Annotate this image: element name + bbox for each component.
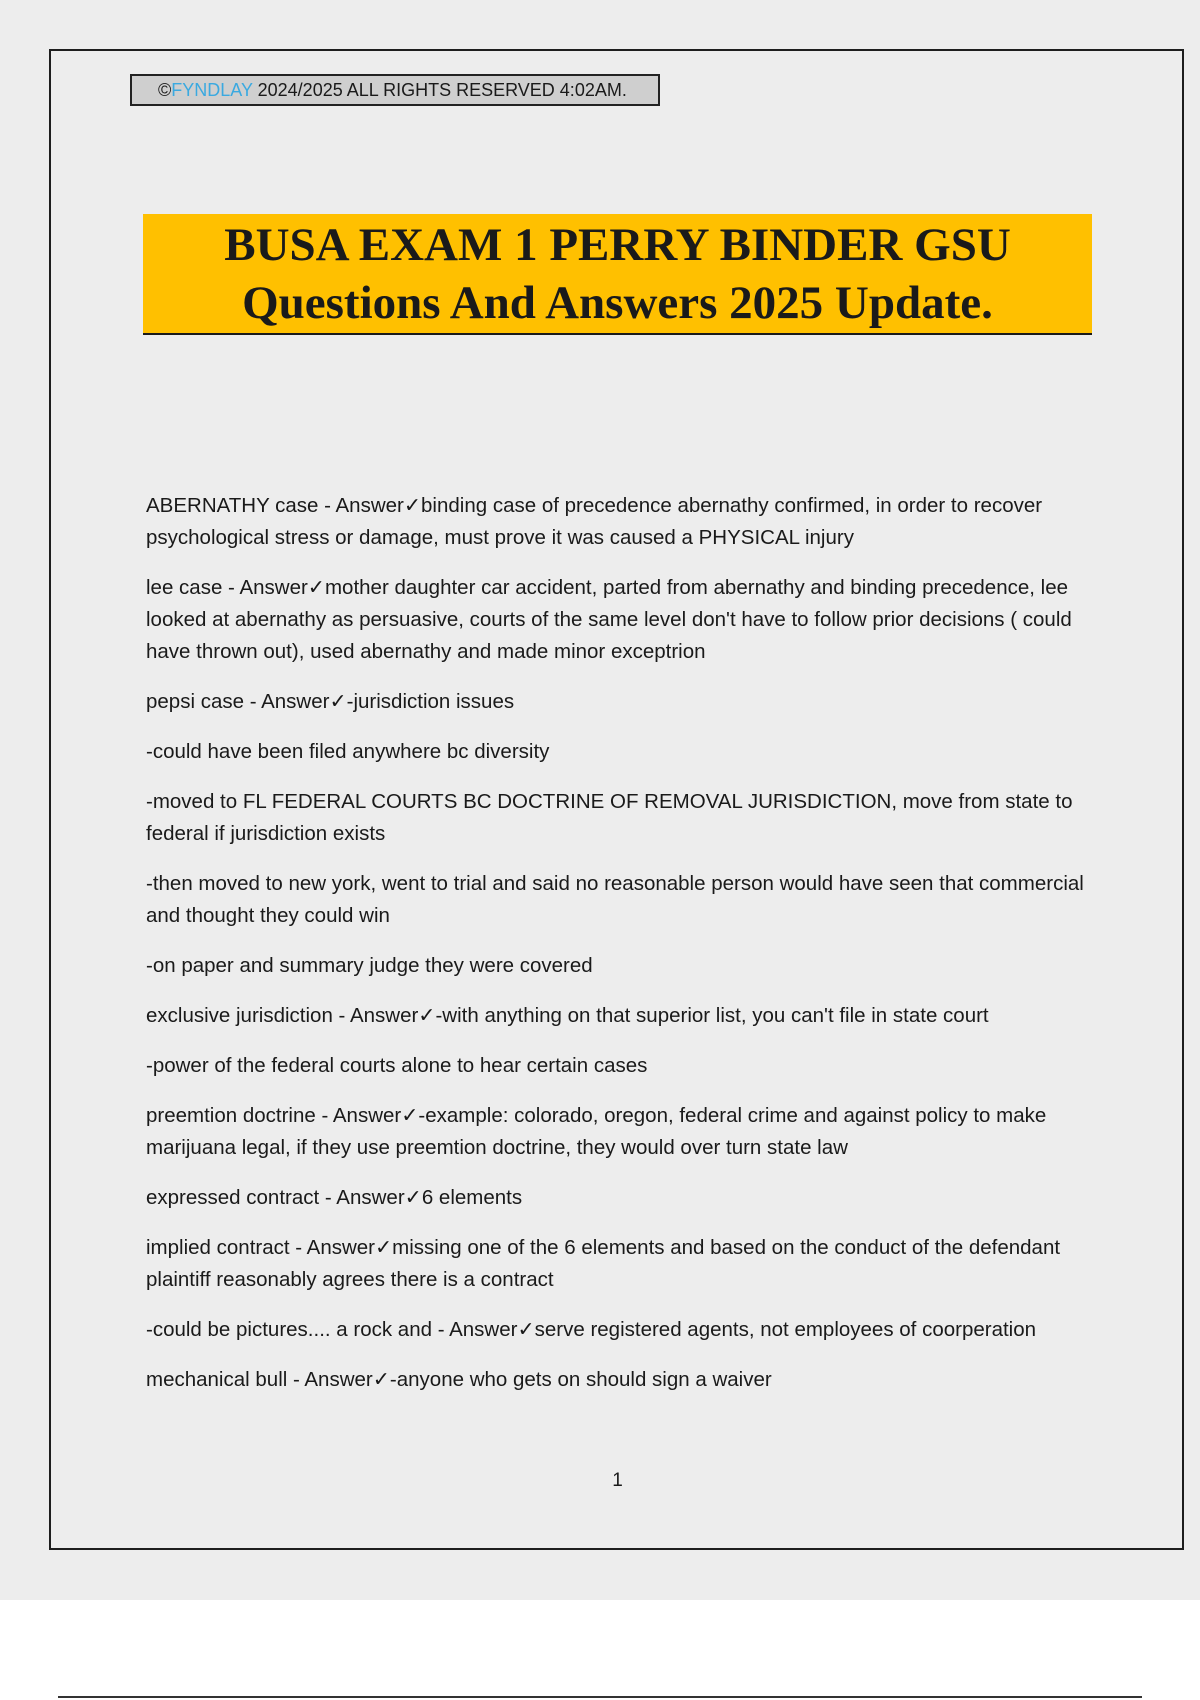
- copyright-box: [130, 74, 660, 106]
- qa-entry: -could be pictures.... a rock and - Answer✓serve registered agents, not employees of coorperation: [146, 1318, 1037, 1341]
- brand-name: FYNDLAY: [171, 80, 253, 100]
- qa-content: [146, 490, 1086, 1414]
- title-line-1: BUSA EXAM 1 PERRY BINDER GSU: [224, 219, 1011, 271]
- qa-entry: implied contract - Answer✓missing one of the 6 elements and based on the conduct of the defendant plaintiff reasonably agrees there is a contract: [146, 1236, 1061, 1291]
- copyright-symbol: ©: [158, 80, 172, 100]
- next-page-divider: [58, 1696, 1142, 1698]
- qa-entry: -moved to FL FEDERAL COURTS BC DOCTRINE OF REMOVAL JURISDICTION, move from state to federal if jurisdiction exists: [146, 790, 1073, 845]
- qa-entry: -could have been filed anywhere bc diversity: [146, 740, 550, 763]
- qa-entry: ABERNATHY case - Answer✓binding case of precedence abernathy confirmed, in order to recover psychological stress or damage, must prove it was caused a PHYSICAL injury: [146, 494, 1043, 549]
- qa-entry: lee case - Answer✓mother daughter car accident, parted from abernathy and binding precedence, lee looked at abernathy as persuasive, courts of the same level don't have to follow prior decisions ( could have thrown out), used abernathy and made minor exceptrion: [146, 576, 1072, 663]
- qa-entry: preemtion doctrine - Answer✓-example: colorado, oregon, federal crime and against policy to make marijuana legal, if they use preemtion doctrine, they would over turn state law: [146, 1104, 1047, 1159]
- qa-entry: -then moved to new york, went to trial and said no reasonable person would have seen that commercial and thought they could win: [146, 872, 1084, 927]
- rights-text: 2024/2025 ALL RIGHTS RESERVED 4:02AM.: [252, 80, 627, 100]
- qa-entry: pepsi case - Answer✓-jurisdiction issues: [146, 690, 515, 713]
- qa-entry: -on paper and summary judge they were covered: [146, 954, 593, 977]
- page-number: 1: [612, 1470, 623, 1491]
- title-line-2: Questions And Answers 2025 Update.: [242, 277, 993, 329]
- qa-entry: expressed contract - Answer✓6 elements: [146, 1186, 523, 1209]
- qa-entry: mechanical bull - Answer✓-anyone who gets on should sign a waiver: [146, 1368, 772, 1391]
- title-banner: [143, 214, 1092, 335]
- qa-entry: -power of the federal courts alone to hear certain cases: [146, 1054, 648, 1077]
- qa-entry: exclusive jurisdiction - Answer✓-with anything on that superior list, you can't file in state court: [146, 1004, 989, 1027]
